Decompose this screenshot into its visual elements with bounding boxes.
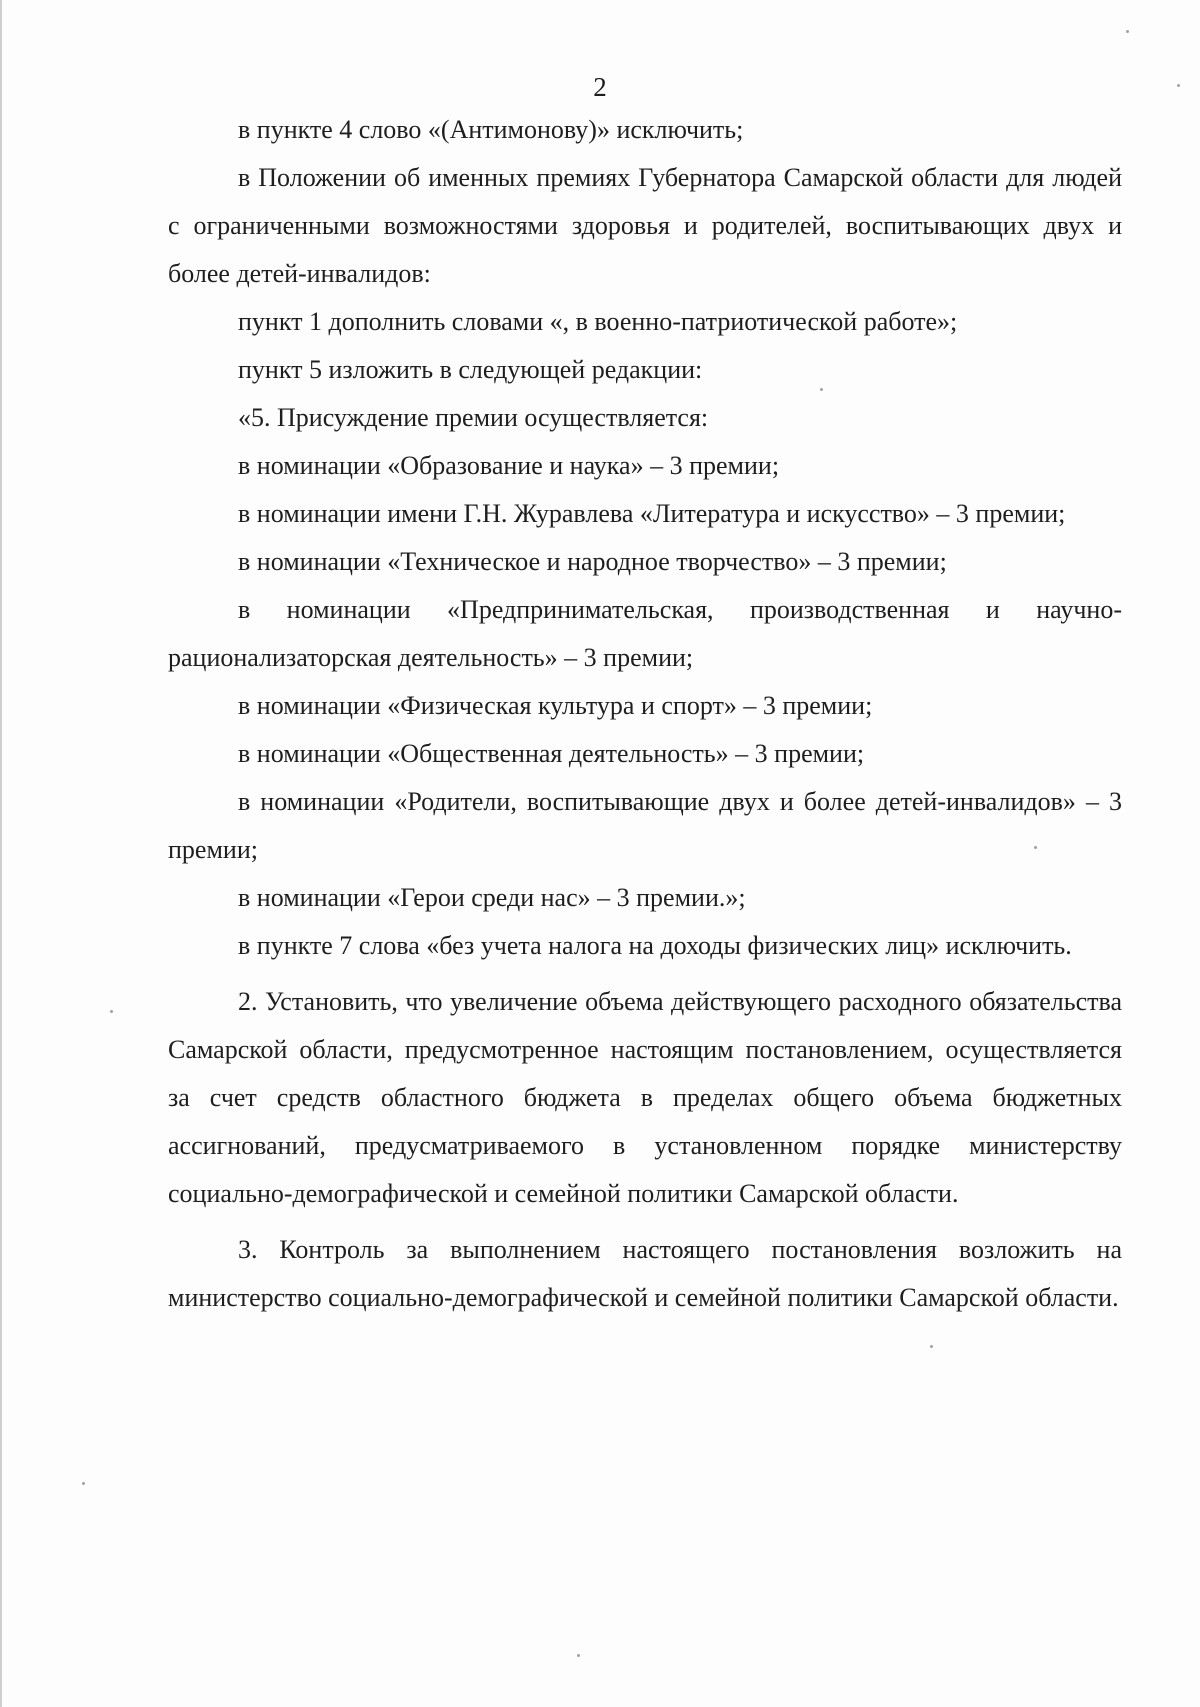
paragraph-point-5: пункт 5 изложить в следующей редакции:: [238, 355, 703, 384]
paragraph-nomination-heroes: в номинации «Герои среди нас» – 3 премии.»;: [238, 883, 746, 912]
document-body: [168, 106, 1122, 1322]
paragraph-nomination-business: в номинации «Предпринимательская, производственная и научно-рационализаторская деятельность» – 3 премии;: [168, 595, 1122, 672]
scan-speck: [577, 1654, 580, 1657]
paragraph-regulation-heading: в Положении об именных премиях Губернатора Самарской области для людей с ограниченными возможностями здоровья и родителей, воспитывающих двух и более детей-инвалидов:: [168, 163, 1122, 288]
paragraph-nomination-literature: в номинации имени Г.Н. Журавлева «Литература и искусство» – 3 премии;: [238, 499, 1066, 528]
paragraph-nomination-education: в номинации «Образование и наука» – 3 премии;: [238, 451, 780, 480]
scan-speck: [930, 1345, 933, 1348]
scan-speck: [1126, 30, 1129, 33]
scan-speck: [110, 1010, 113, 1013]
paragraph-section-3: 3. Контроль за выполнением настоящего постановления возложить на министерство социально-демографической и семейной политики Самарской области.: [168, 1235, 1122, 1312]
scan-edge: [0, 0, 2, 1707]
scan-speck: [1177, 84, 1180, 87]
paragraph-award-intro: «5. Присуждение премии осуществляется:: [238, 403, 709, 432]
paragraph-section-2: 2. Установить, что увеличение объема действующего расходного обязательства Самарской области, предусмотренное настоящим постановлением, осуществляется за счет средств областного бюджета в пределах общего объема бюджетных ассигнований, предусматриваемого в установленном порядке министерству социально-демографической и семейной политики Самарской области.: [168, 987, 1122, 1208]
scan-speck: [82, 1482, 85, 1485]
paragraph-nomination-public: в номинации «Общественная деятельность» – 3 премии;: [238, 739, 865, 768]
paragraph-nomination-technical: в номинации «Техническое и народное творчество» – 3 премии;: [238, 547, 947, 576]
paragraph-clause-4: в пункте 4 слово «(Антимонову)» исключить;: [238, 115, 744, 144]
paragraph-point-1: пункт 1 дополнить словами «, в военно-патриотической работе»;: [238, 307, 958, 336]
paragraph-nomination-sport: в номинации «Физическая культура и спорт» – 3 премии;: [238, 691, 873, 720]
paragraph-nomination-parents: в номинации «Родители, воспитывающие двух и более детей-инвалидов» – 3 премии;: [168, 787, 1122, 864]
paragraph-point-7: в пункте 7 слова «без учета налога на доходы физических лиц» исключить.: [238, 931, 1072, 960]
scan-speck: [820, 388, 823, 391]
page-number: 2: [593, 72, 607, 102]
scan-speck: [1034, 846, 1037, 849]
